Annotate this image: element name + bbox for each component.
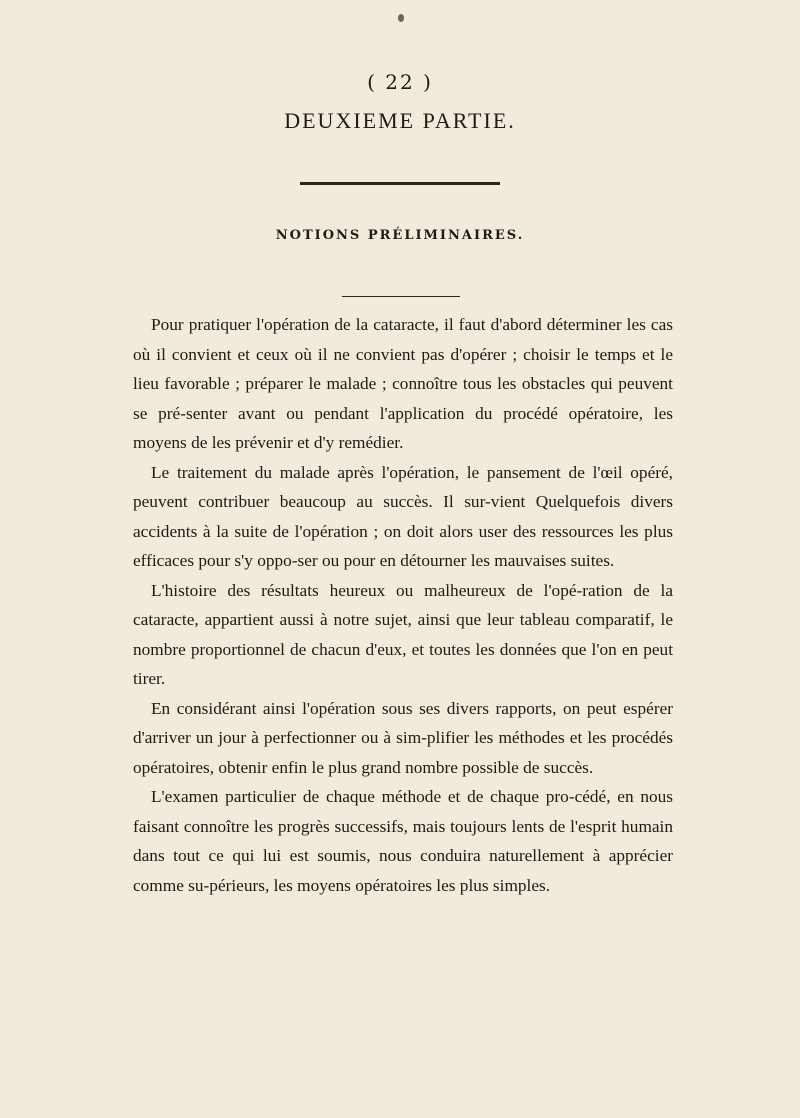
paragraph: L'examen particulier de chaque méthode et de chaque pro-cédé, en nous faisant connoître les progrès successifs, mais toujours lents de l'esprit humain dans tout ce qui lui est soumis, nous conduira naturellement à apprécier comme su-périeurs, les moyens opératoires les plus simples. [133,787,673,895]
ornamental-rule [300,182,500,185]
ink-speck [398,14,404,22]
section-title: NOTIONS PRÉLIMINAIRES. [275,228,525,243]
part-title: DEUXIEME PARTIE. [284,108,516,133]
body-text [133,310,673,900]
paragraph: Le traitement du malade après l'opération, le pansement de l'œil opéré, peuvent contribuer beaucoup au succès. Il sur-vient Quelquefois divers accidents à la suite de l'opération ; on doit alors user des ressources les plus efficaces pour s'y oppo-ser ou pour en détourner les mauvaises suites. [133,462,673,570]
paragraph: Pour pratiquer l'opération de la cataracte, il faut d'abord déterminer les cas où il convient et ceux où il ne convient pas d'opérer ; choisir le temps et le lieu favorable ; préparer le malade ; connoître tous les obstacles qui peuvent se pré-senter avant ou pendant l'application du procédé opératoire, les moyens de les prévenir et d'y remédier. [133,315,673,452]
paragraph: En considérant ainsi l'opération sous ses divers rapports, on peut espérer d'arriver un jour à perfectionner ou à sim-plifier les méthodes et les procédés opératoires, obtenir enfin le plus grand nombre possible de succès. [133,698,673,777]
paragraph: L'histoire des résultats heureux ou malheureux de l'opé-ration de la cataracte, appartient aussi à notre sujet, ainsi que leur tableau comparatif, le nombre proportionnel de chacun d'eux, et toutes les données que l'on en peut tirer. [133,580,673,688]
section-divider [342,296,460,297]
page-number: ( 22 ) [367,70,433,94]
